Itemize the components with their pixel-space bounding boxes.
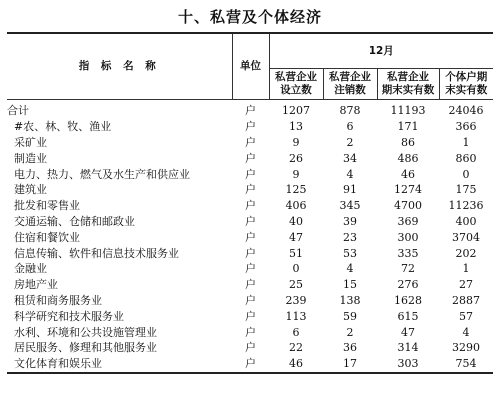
row-unit: 户 <box>245 199 256 213</box>
row-unit: 户 <box>245 104 256 118</box>
value-end-of-period: 47 <box>401 325 415 339</box>
table-row <box>7 293 493 309</box>
column-header-line: 末实有数 <box>445 84 488 96</box>
column-header-line: 个体户期 <box>445 71 488 83</box>
value-end-of-period: 46 <box>401 167 415 181</box>
value-established: 9 <box>292 135 300 149</box>
row-unit: 户 <box>245 325 256 339</box>
value-end-of-period: 335 <box>397 246 419 260</box>
row-name: 住宿和餐饮业 <box>7 230 80 244</box>
table-row <box>7 198 493 214</box>
page-title: 十、私营及个体经济 <box>177 8 322 26</box>
value-cancelled: 4 <box>346 167 354 181</box>
value-individual-households: 3704 <box>452 230 480 244</box>
value-established: 1207 <box>282 104 310 118</box>
row-unit: 户 <box>245 293 256 307</box>
column-header-individual-households <box>439 69 493 100</box>
value-cancelled: 23 <box>343 230 357 244</box>
value-established: 40 <box>289 214 303 228</box>
row-name: 交通运输、仓储和邮政业 <box>7 214 135 228</box>
value-end-of-period: 1628 <box>394 293 422 307</box>
table-row <box>7 229 493 245</box>
value-individual-households: 0 <box>462 167 470 181</box>
value-established: 406 <box>285 199 307 213</box>
value-individual-households: 1 <box>462 135 470 149</box>
column-header-name: 指 标 名 称 <box>7 33 232 100</box>
value-established: 113 <box>285 309 307 323</box>
value-cancelled: 878 <box>339 104 361 118</box>
value-established: 13 <box>289 120 303 134</box>
value-end-of-period: 300 <box>397 230 419 244</box>
column-header-established <box>269 69 323 100</box>
column-header-month: 12月 <box>269 33 493 69</box>
value-cancelled: 91 <box>343 183 357 197</box>
value-established: 239 <box>285 293 307 307</box>
value-individual-households: 4 <box>462 325 470 339</box>
value-established: 6 <box>292 325 300 339</box>
row-unit: 户 <box>245 341 256 355</box>
row-unit: 户 <box>245 230 256 244</box>
value-cancelled: 53 <box>343 246 357 260</box>
table-row <box>7 166 493 182</box>
table-row <box>7 182 493 198</box>
value-end-of-period: 303 <box>377 356 439 373</box>
row-name: 建筑业 <box>7 183 47 197</box>
column-header-end-of-period <box>377 69 439 100</box>
value-cancelled: 138 <box>339 293 361 307</box>
row-name: 居民服务、修理和其他服务业 <box>7 341 157 355</box>
column-header-line: 私营企业 <box>329 71 371 83</box>
column-header-line: 私营企业 <box>387 71 429 83</box>
row-unit: 户 <box>245 309 256 323</box>
row-name: 科学研究和技术服务业 <box>7 309 124 323</box>
value-individual-households: 27 <box>459 278 473 292</box>
table-row <box>7 324 493 340</box>
row-name: 电力、热力、燃气及水生产和供应业 <box>7 167 190 181</box>
value-end-of-period: 11193 <box>390 104 426 118</box>
table-body <box>7 100 493 373</box>
row-name: 金融业 <box>7 262 47 276</box>
row-unit: 户 <box>245 183 256 197</box>
value-cancelled: 2 <box>346 325 354 339</box>
row-unit: 户 <box>245 120 256 134</box>
value-individual-households: 202 <box>455 246 477 260</box>
value-end-of-period: 369 <box>397 214 419 228</box>
table-row <box>7 356 493 373</box>
value-established: 25 <box>289 278 303 292</box>
value-individual-households: 860 <box>455 151 477 165</box>
row-unit: 户 <box>245 246 256 260</box>
value-end-of-period: 1274 <box>394 183 422 197</box>
value-individual-households: 175 <box>455 183 477 197</box>
value-cancelled: 17 <box>323 356 377 373</box>
value-established: 46 <box>269 356 323 373</box>
value-end-of-period: 171 <box>397 120 419 134</box>
row-unit: 户 <box>232 356 269 373</box>
value-end-of-period: 276 <box>397 278 419 292</box>
value-cancelled: 36 <box>343 341 357 355</box>
value-established: 0 <box>292 262 300 276</box>
column-header-cancelled <box>323 69 377 100</box>
table-row <box>7 245 493 261</box>
row-name: 制造业 <box>7 151 47 165</box>
value-end-of-period: 4700 <box>394 199 422 213</box>
table-row <box>7 340 493 356</box>
row-name: 批发和零售业 <box>7 199 80 213</box>
value-established: 26 <box>289 151 303 165</box>
column-header-unit: 单位 <box>232 33 269 100</box>
row-name: 文化体育和娱乐业 <box>7 356 232 373</box>
row-name: #农、林、牧、渔业 <box>7 120 112 134</box>
table-row <box>7 100 493 119</box>
value-cancelled: 34 <box>343 151 357 165</box>
value-individual-households: 57 <box>459 309 473 323</box>
row-unit: 户 <box>245 278 256 292</box>
value-established: 9 <box>292 167 300 181</box>
row-unit: 户 <box>245 214 256 228</box>
row-name: 信息传输、软件和信息技术服务业 <box>7 246 179 260</box>
value-cancelled: 39 <box>343 214 357 228</box>
column-header-line: 期末实有数 <box>381 84 435 96</box>
private-individual-economy-table <box>7 32 493 374</box>
value-cancelled: 2 <box>346 135 354 149</box>
value-cancelled: 4 <box>346 262 354 276</box>
value-established: 125 <box>285 183 307 197</box>
value-cancelled: 59 <box>343 309 357 323</box>
row-name: 房地产业 <box>7 278 58 292</box>
value-end-of-period: 314 <box>397 341 419 355</box>
table-row <box>7 119 493 135</box>
value-established: 51 <box>289 246 303 260</box>
value-end-of-period: 615 <box>397 309 419 323</box>
table-header <box>7 33 493 100</box>
table-row <box>7 214 493 230</box>
value-individual-households: 366 <box>455 120 477 134</box>
row-name: 水利、环境和公共设施管理业 <box>7 325 157 339</box>
table-row <box>7 150 493 166</box>
table-row <box>7 308 493 324</box>
value-individual-households: 400 <box>455 214 477 228</box>
value-cancelled: 6 <box>346 120 354 134</box>
row-unit: 户 <box>245 151 256 165</box>
row-name: 合计 <box>7 104 29 118</box>
value-end-of-period: 72 <box>401 262 415 276</box>
value-cancelled: 15 <box>343 278 357 292</box>
value-individual-households: 11236 <box>448 199 484 213</box>
row-unit: 户 <box>245 167 256 181</box>
table-row <box>7 135 493 151</box>
value-established: 22 <box>289 341 303 355</box>
value-individual-households: 3290 <box>452 341 480 355</box>
row-name: 采矿业 <box>7 135 47 149</box>
value-established: 47 <box>289 230 303 244</box>
table-row <box>7 261 493 277</box>
value-individual-households: 754 <box>439 356 493 373</box>
column-header-line: 私营企业 <box>275 71 317 83</box>
row-unit: 户 <box>245 262 256 276</box>
column-header-line: 设立数 <box>280 84 312 96</box>
row-unit: 户 <box>245 135 256 149</box>
value-individual-households: 2887 <box>452 293 480 307</box>
value-individual-households: 24046 <box>448 104 484 118</box>
table-row <box>7 277 493 293</box>
value-cancelled: 345 <box>339 199 361 213</box>
row-name: 租赁和商务服务业 <box>7 293 102 307</box>
value-individual-households: 1 <box>462 262 470 276</box>
column-header-line: 注销数 <box>334 84 366 96</box>
value-end-of-period: 86 <box>401 135 415 149</box>
value-end-of-period: 486 <box>397 151 419 165</box>
